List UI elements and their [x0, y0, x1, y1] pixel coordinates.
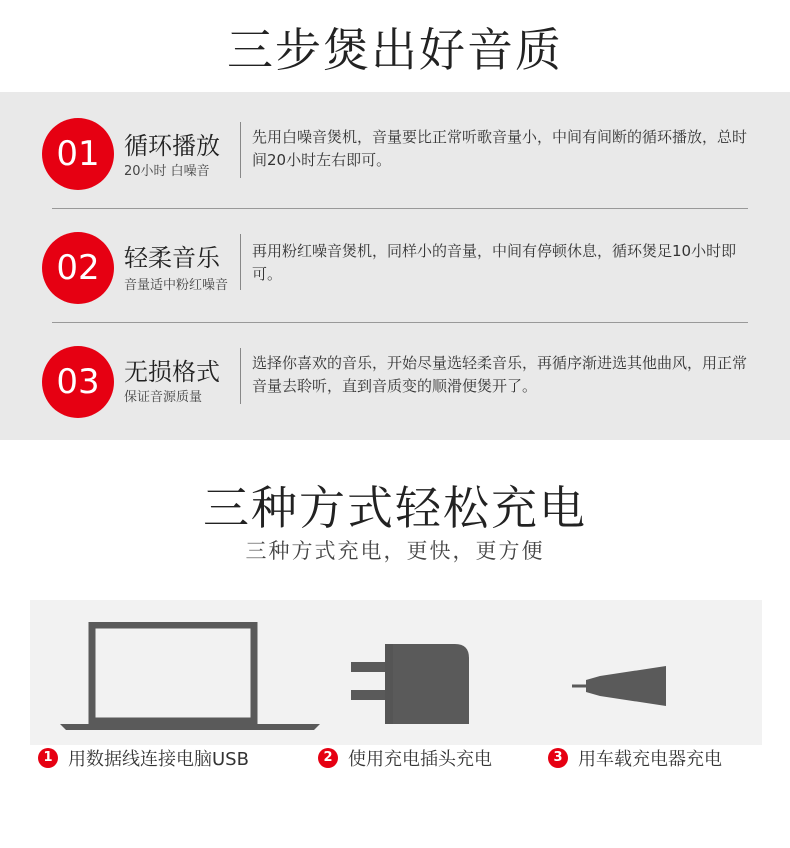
divider [240, 348, 241, 404]
method-text: 使用充电插头充电 [348, 749, 492, 770]
method-text: 用车载充电器充电 [578, 749, 722, 770]
laptop-icon [58, 622, 328, 732]
step-title: 循环播放 [124, 132, 220, 160]
charging-title: 三种方式轻松充电 [203, 481, 587, 535]
step-title: 无损格式 [124, 358, 220, 386]
car-charger-icon [570, 664, 680, 708]
step-number-badge: 02 [42, 232, 114, 304]
step-subtitle: 音量适中粉红噪音 [124, 278, 229, 293]
step-description: 再用粉红噪音煲机，同样小的音量，中间有停顿休息，循环煲足10小时即可。 [252, 242, 737, 283]
step-2 [0, 208, 790, 318]
charging-subtitle: 三种方式充电，更快，更方便 [245, 539, 545, 563]
step-description: 先用白噪音煲机，音量要比正常听歌音量小，中间有间断的循环播放，总时间20小时左右即可。 [252, 128, 748, 169]
method-label-1 [38, 744, 249, 772]
number-badge: 2 [318, 748, 338, 768]
number-badge: 1 [38, 748, 58, 768]
method-label-3 [548, 744, 722, 772]
step-subtitle: 保证音源质量 [124, 390, 203, 405]
step-3 [0, 322, 790, 432]
step-description: 选择你喜欢的音乐，开始尽量选轻柔音乐，再循序渐进选其他曲风，用正常音量去聆听，直到音质变的顺滑便煲开了。 [252, 354, 748, 395]
divider [240, 234, 241, 290]
step-title: 轻柔音乐 [124, 244, 220, 272]
step-1 [0, 92, 790, 202]
charging-methods-panel [30, 600, 762, 745]
step-subtitle: 20小时 白噪音 [124, 164, 210, 179]
page-title: 三步煲出好音质 [227, 23, 563, 77]
method-text: 用数据线连接电脑USB [68, 749, 249, 770]
divider [240, 122, 241, 178]
step-number-badge: 03 [42, 346, 114, 418]
number-badge: 3 [548, 748, 568, 768]
wall-plug-icon [345, 638, 475, 728]
step-number-badge: 01 [42, 118, 114, 190]
method-label-2 [318, 744, 492, 772]
